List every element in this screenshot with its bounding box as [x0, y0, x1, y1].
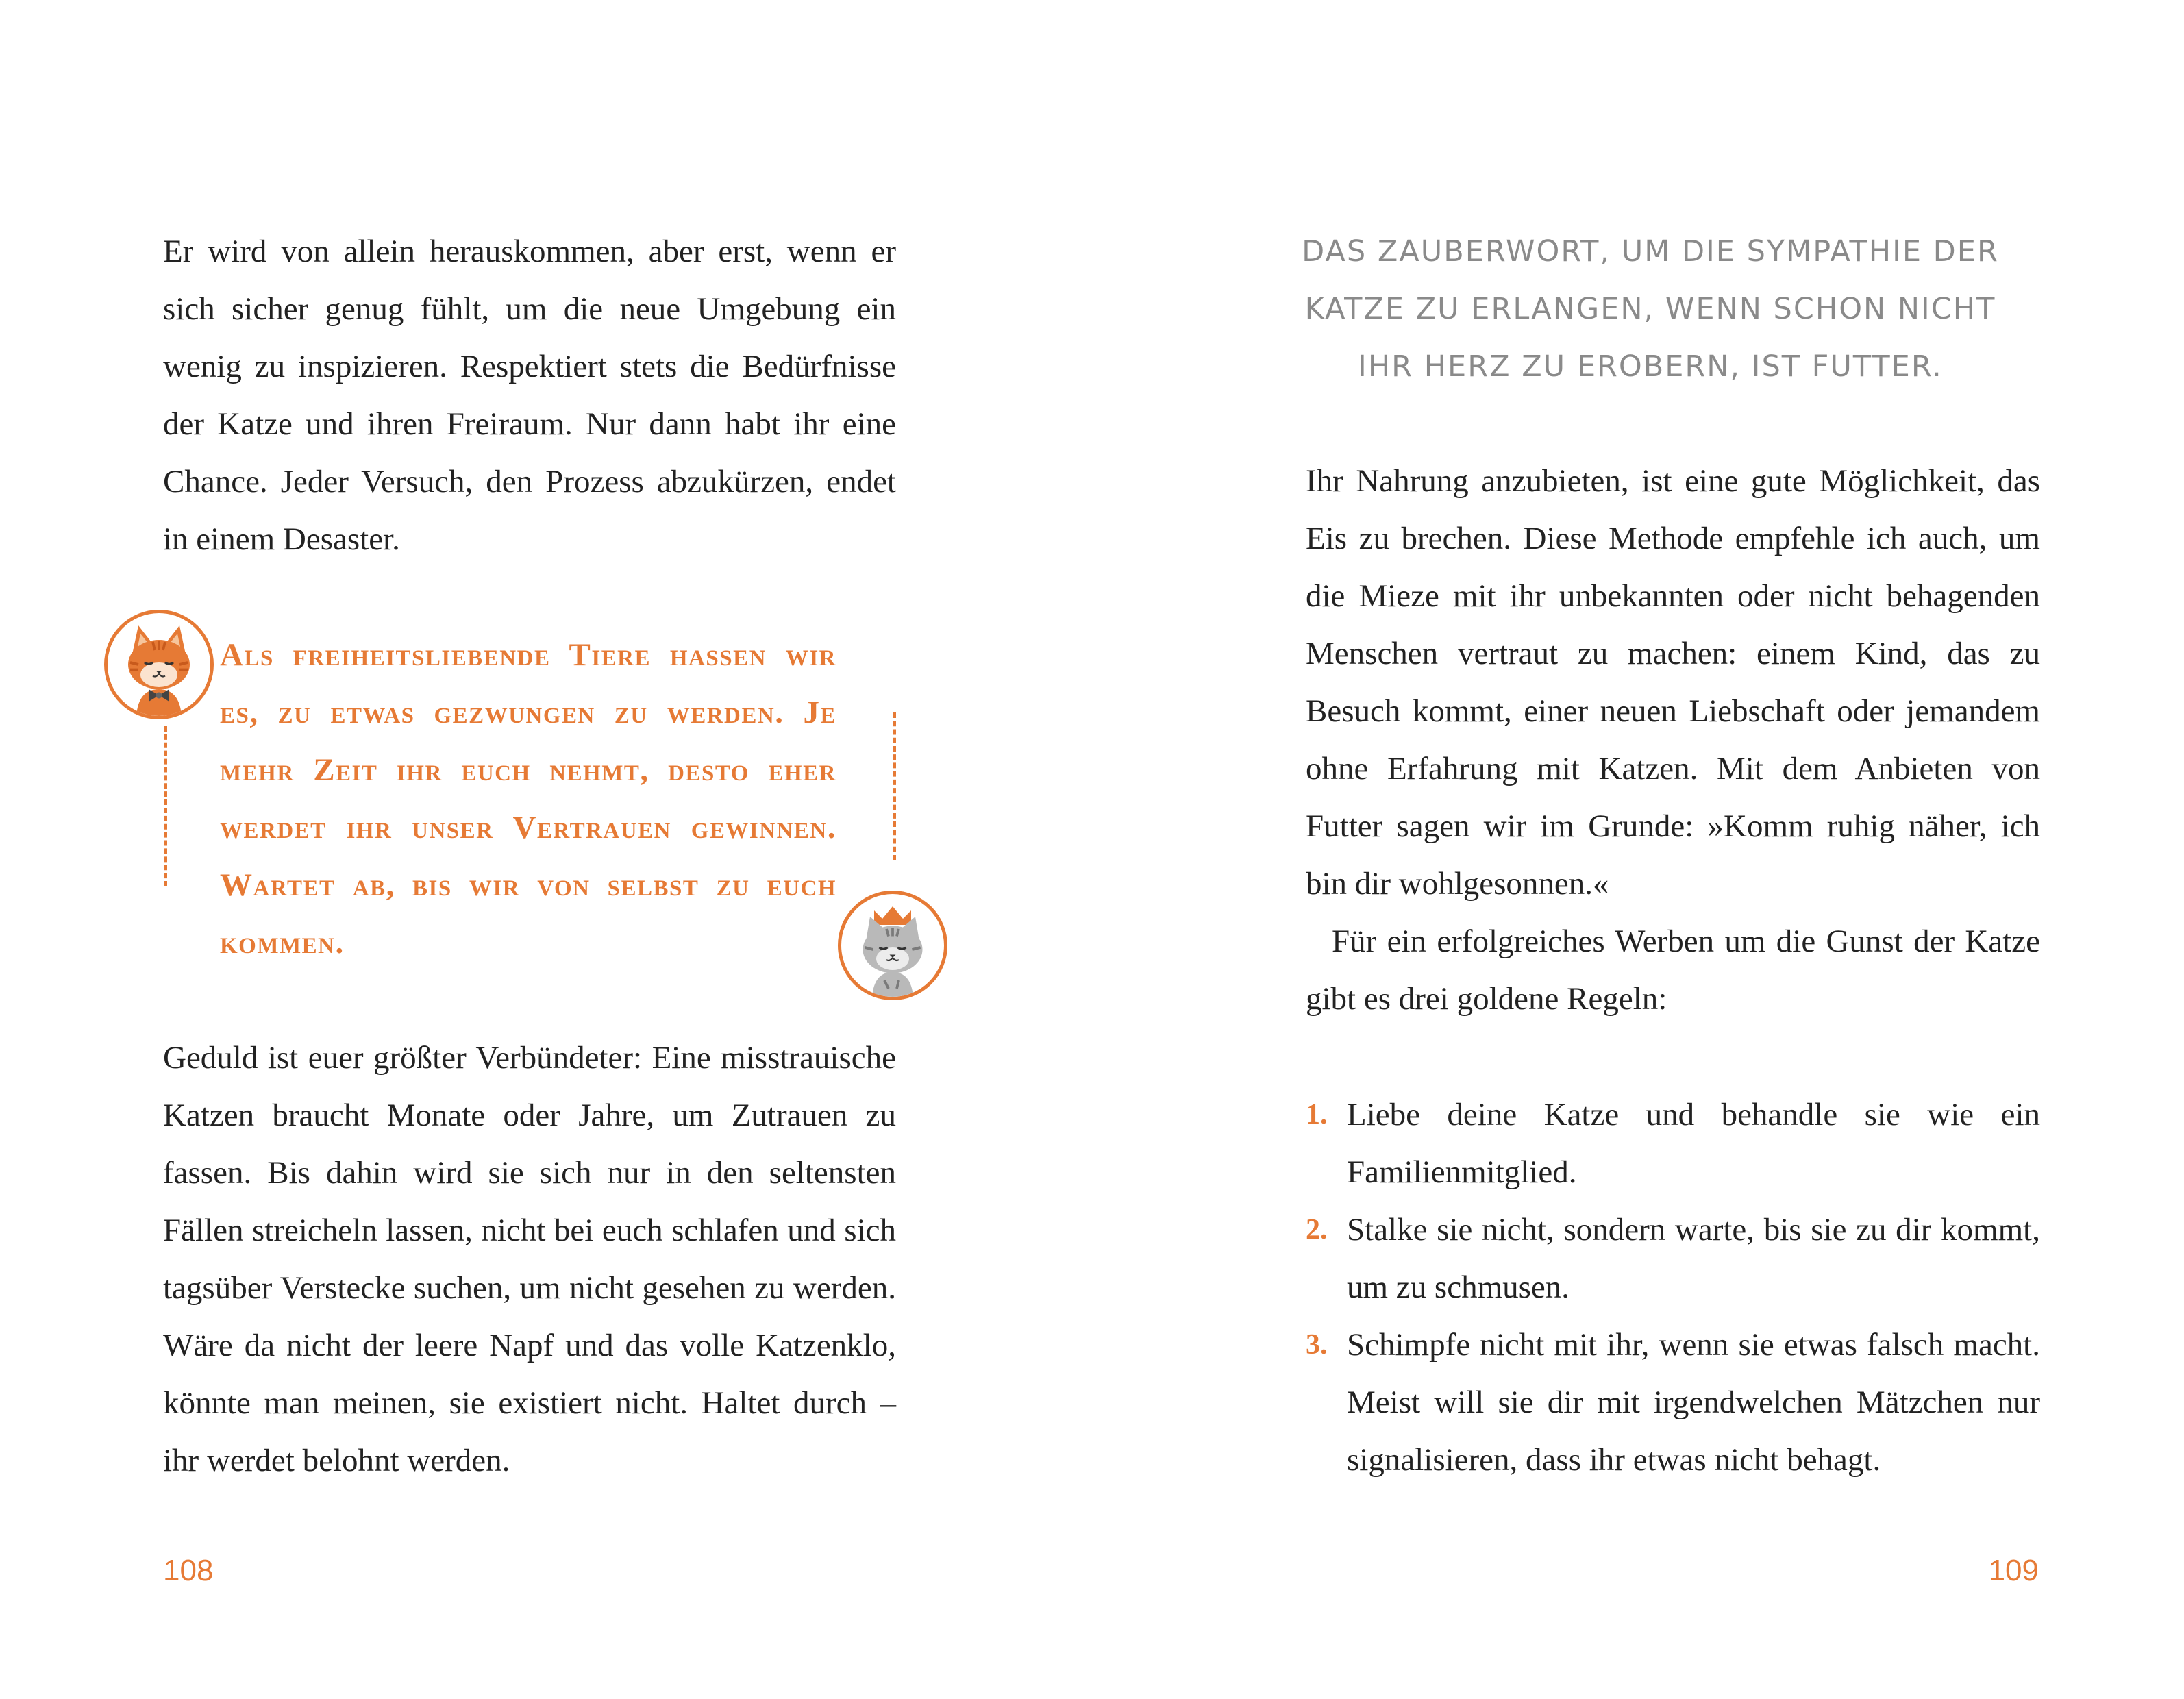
list-item: [1306, 1316, 2040, 1489]
left-paragraph-1-text: Er wird von allein herauskommen, aber erst, wenn er sich sicher genug fühlt, um die neue Umgebung ein wenig zu inspizieren. Respektiert stets die Bedürfnisse der Katze und ihren Freiraum. Nur dann habt ihr eine Chance. Jeder Versuch, den Prozess abzukürzen, endet in einem Desaster.: [163, 234, 896, 557]
right-paragraph-2: Für ein erfolgreiches Werben um die Gunst der Katze gibt es drei goldene Regeln:: [1306, 923, 2040, 1017]
tiger-cat-with-bowtie-icon: [104, 610, 214, 719]
quote-dashed-line-left: [164, 726, 167, 886]
cat-quote-box: [163, 603, 897, 1007]
left-paragraph-1: [163, 223, 896, 568]
right-paragraph-1: Ihr Nahrung anzubieten, ist eine gute Möglichkeit, das Eis zu brechen. Diese Methode empfehle ich auch, um die Mieze mit ihr unbekannten oder nicht behagenden Menschen vertraut zu machen: einem Kind, das zu Besuch kommt, einer neuen Liebschaft oder jemandem ohne Erfahrung mit Katzen. Mit dem Anbieten von Futter sagen wir im Grunde: »Komm ruhig näher, ich bin dir wohlgesonnen.«: [1306, 463, 2040, 902]
right-paragraphs: [1306, 452, 2040, 1028]
list-item: [1306, 1086, 2040, 1201]
list-item-text: Liebe deine Katze und behandle sie wie ein Familienmitglied.: [1347, 1097, 2040, 1190]
list-item-number: 3.: [1306, 1329, 1328, 1361]
list-item: [1306, 1201, 2040, 1316]
quote-dashed-line-right: [893, 712, 896, 860]
list-item-text: Schimpfe nicht mit ihr, wenn sie etwas falsch macht. Meist will sie dir mit irgendwelchen Mätzchen nur signalisieren, dass ihr etwas nicht behagt.: [1347, 1327, 2040, 1478]
golden-rules-list: [1306, 1086, 2040, 1489]
left-paragraph-2-text: Geduld ist euer größter Verbündeter: Eine misstrauische Katzen braucht Monate oder Jahre, um Zutrauen zu fassen. Bis dahin wird sie sich nur in den seltensten Fällen streicheln lassen, nicht bei euch schlafen und sich tagsüber Verstecke suchen, um nicht gesehen zu werden. Wäre da nicht der leere Napf und das volle Katzenklo, könnte man meinen, sie existiert nicht. Haltet durch – ihr werdet belohnt werden.: [163, 1040, 896, 1478]
list-item-number: 2.: [1306, 1214, 1328, 1245]
list-item-text: Stalke sie nicht, sondern warte, bis sie zu dir kommt, um zu schmusen.: [1347, 1212, 2040, 1305]
right-page-heading: DAS ZAUBERWORT, UM DIE SYMPATHIE DER KATZE ZU ERLANGEN, WENN SCHON NICHT IHR HERZ ZU EROBERN, IST FUTTER.: [1302, 234, 1999, 384]
cat-quote-text: Als freiheitsliebende Tiere hassen wir es, zu etwas gezwungen zu werden. Je mehr Zeit ihr euch nehmt, desto eher werdet ihr unser Vertrauen gewinnen. Wartet ab, bis wir von selbst zu euch kommen.: [220, 637, 836, 960]
page-number-left: 108: [163, 1554, 214, 1587]
page-number-right: 109: [1988, 1554, 2039, 1587]
grey-cat-with-crown-icon: [838, 891, 947, 1000]
right-page: [1092, 0, 2184, 1699]
list-item-number: 1.: [1306, 1099, 1328, 1130]
left-paragraph-2: [163, 1029, 896, 1489]
